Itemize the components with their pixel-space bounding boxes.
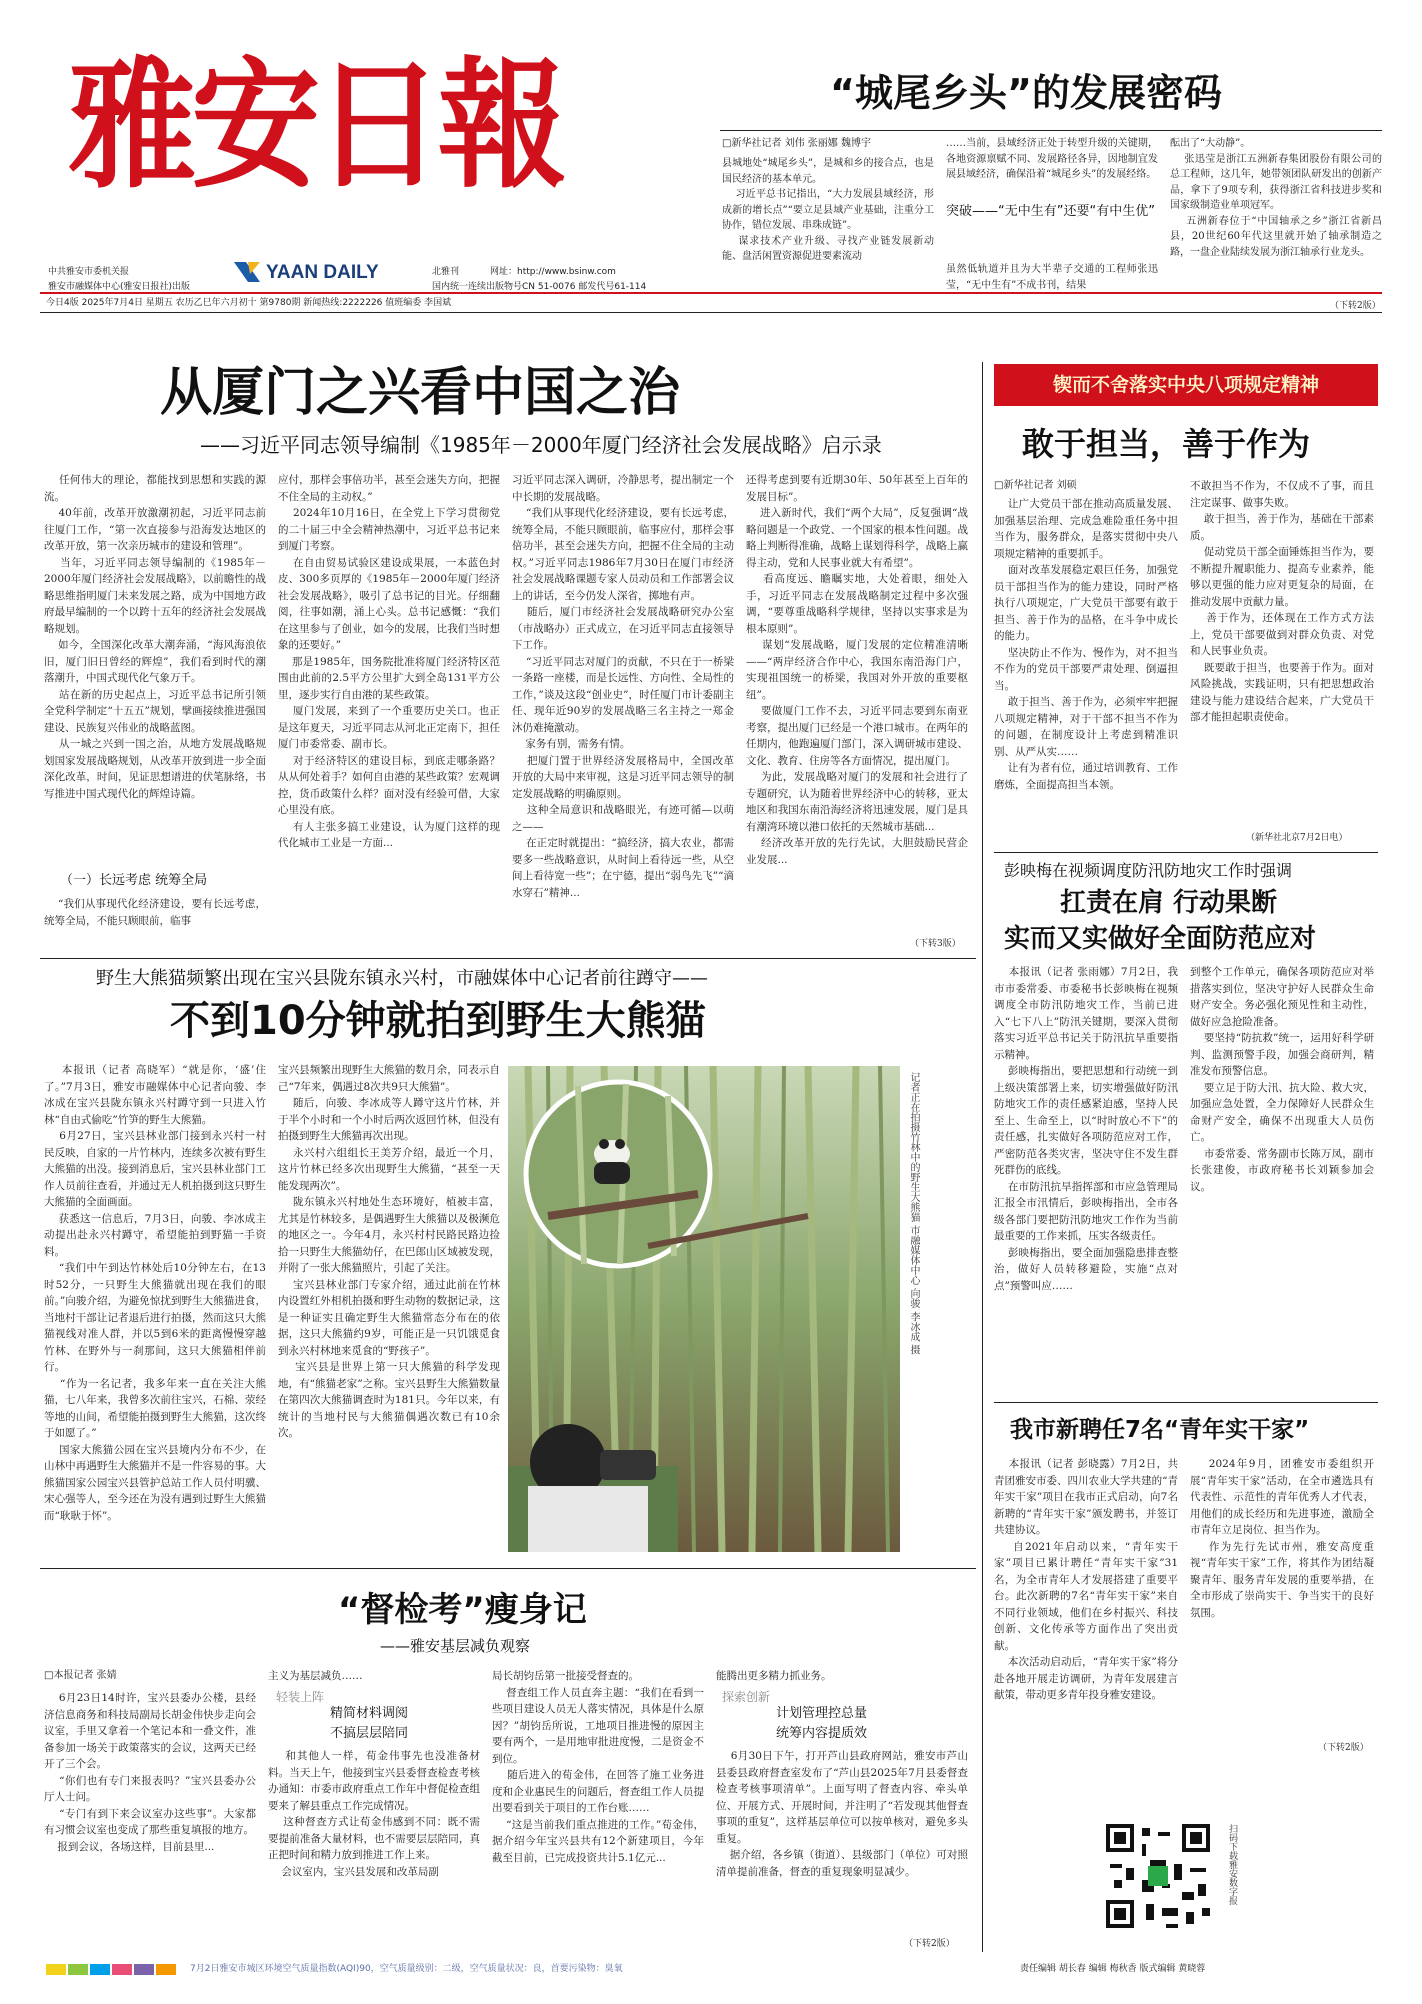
website: 网址：http://www.bsinw.com	[490, 267, 616, 277]
supervision-byline: □本报记者 张婧	[44, 1670, 117, 1681]
top-story-col3: 酝出了“大动静”。 张迅莹是浙江五洲新春集团股份有限公司的总工程师，这几年，她带领团队研发出的创新产品，拿下了9项专利，获得浙江省科技进步奖和国家级制造业单项冠军。 五洲新春位于“中国轴承之乡”浙江省新昌县，20世纪60年代这里就开始了轴承制造之路，一盘企业陆续发展为浙江轴承行业龙头。	[1170, 138, 1382, 258]
footer-bar-1	[46, 1964, 66, 1975]
bamboo-forest-photo-icon	[508, 1066, 900, 1552]
footer-editors: 责任编辑 胡长春 编辑 梅秋香 版式编辑 黄晓蓉	[1020, 1964, 1206, 1974]
top-story-subhead: 突破——“无中生有”还要“有中生优”	[946, 204, 1155, 219]
top-story-col2b: 虽然低轨道并且为大半辈子交通的工程师张迅莹，“无中生有”不成书刊，结果	[946, 264, 1158, 291]
date-rule-top	[40, 292, 1382, 294]
panda-photo	[508, 1066, 900, 1552]
top-story-col1: 县城地处“城尾乡头”，是城和乡的接合点，也是国民经济的基本单元。 习近平总书记指出，“大力发展县域经济，形成新的增长点”“要立足县域产业基础，注重分工协作，错位发展、串珠成链”。 谋求技术产业升级、寻找产业链发展新动能、盘活闲置资源促进要素流动	[722, 158, 934, 262]
story2-rule	[994, 852, 1378, 853]
story1-title: 敢于担当，善于作为	[1022, 425, 1311, 463]
yaan-logo-icon	[232, 260, 262, 284]
lead-story-subtitle: ——习近平同志领导编制《1985年－2000年厦门经济社会发展战略》启示录	[200, 433, 882, 457]
date-rule-bottom	[40, 312, 1382, 313]
story1-source: （新华社北京7月2日电）	[1246, 833, 1348, 843]
top-story-title: “城尾乡头”的发展密码	[830, 71, 1222, 115]
supervision-title: “督检考”瘦身记	[338, 1590, 587, 1630]
panda-col2: 宝兴县频繁出现野生大熊猫的数月余，同表示自己“7年来，偶遇过8次共9只大熊猫”。 随后，向骏、李冰成等人蹲守这片竹林，并于半个小时和一个小时后两次返回竹林，但没有拍摄到野生大熊猫再次出现。 永兴村六组组长王美芳介绍，最近一个月，这片竹林已经多次出现野生大熊猫，“甚至一天能发现两次”。 陇东镇永兴村地处生态环境好，植被丰富，尤其是竹林较多，是偶遇野生大熊猫以及极濒危的地区之一。今年4月，永兴村村民路民路边捡拾一只野生大熊猫幼仔，在巴郎山区域被发现，并附了一张大熊猫照片，引起了关注。 宝兴县林业部门专家介绍，通过此前在竹林内设置红外相机拍摄和野生动物的数据记录，这是一种证实且确定野生大熊猫常态分布在的依据，这只大熊猫约9岁，可能正是一只饥饿觅食到永兴村林地来觅食的“野孩子”。 宝兴县是世界上第一只大熊猫的科学发现地，有“熊猫老家”之称。宝兴县野生大熊猫数量在第四次大熊猫调查时为181只。今年以来，有统计的当地村民与大熊猫偶遇次数已有10余次。	[278, 1064, 500, 1439]
story2-col2: 到整个工作单元，确保各项防范应对举措落实到位，坚决守护好人民群众生命财产安全。务必强化预见性和主动性，做好应急抢险准备。 要坚持“防抗救”统一，运用好科学研判、监测预警手段，加强会商研判，精准发布预警信息。 要立足于防大汛、抗大险、救大灾，加强应急处置，全力保障好人民群众生命财产安全，确保不出现重大人员伤亡。 市委常委、常务副市长陈万凤，副市长张建俊，市政府秘书长刘颖参加会议。	[1190, 966, 1374, 1193]
qr-label: 扫码下载雅安数字报	[1227, 1824, 1237, 1905]
panda-intro: 野生大熊猫频繁出现在宝兴县陇东镇永兴村，市融媒体中心记者前往蹲守——	[96, 968, 708, 989]
story2-col1: 本报讯（记者 张雨娜）7月2日，我市市委常委、市委秘书长彭映梅在视频调度全市防汛防地灾工作，当前已进入“七下八上”防汛关键期，要深入贯彻落实习近平总书记关于防汛抗旱重要指示精神。 彭映梅指出，要把思想和行动统一到上级决策部署上来，切实增强做好防汛防地灾工作的责任感紧迫感，坚持人民至上、生命至上，以“时时放心不下”的责任感，扎实做好各项防范应对工作，严密防范各类灾害，坚决守住不发生群死群伤的底线。 在市防汛抗旱指挥部和市应急管理局汇报全市汛情后，彭映梅指出，全市各级各部门要把防汛防地灾工作作为当前最重要的工作来抓，压实各级责任。 彭映梅指出，要全面加强隐患排查整治，做好人员转移避险，实施“点对点”预警叫应……	[994, 966, 1178, 1292]
footer-weather: 7月2日雅安市城区环境空气质量指数(AQI)90，空气质量级别：二级，空气质量状况：良，首要污染物：臭氧	[190, 1964, 623, 1974]
masthead-title: 雅安日報	[68, 44, 562, 208]
top-story-rule	[720, 130, 1382, 131]
supervision-col3: 局长胡钧岳第一批接受督查的。 督查组工作人员直奔主题：“我们在看到一些项目建设人员无人落实情况，具体是什么原因？”胡钧岳所说，工地项目推进慢的原因主要有两个，一是用地审批进度慢，二是资金不到位。 随后进入的荀金伟，在回答了施工业务进度和企业惠民生的问题后，督查组工作人员提出要看到关于项目的工作台账…… “这是当前我们重点推进的工作。”荀金伟，据介绍今年宝兴县共有12个新建项目，今年截至目前，已完成投资共计5.1亿元...	[492, 1670, 704, 1864]
panda-caption: 记者正在拍摄竹林中的野生大熊猫 市融媒体中心 向骏 李冰成 摄	[908, 1072, 919, 1355]
top-story-byline: □新华社记者 刘伟 张丽娜 魏博宇	[722, 138, 871, 149]
publisher-line1: 中共雅安市委机关报	[48, 267, 130, 277]
qr-code-icon	[1102, 1820, 1214, 1932]
story3-col2: 2024年9月，团雅安市委组织开展“青年实干家”活动，在全市遴选具有代表性、示范性的青年优秀人才代表，用他们的成长经历和先进事迹，激励全市青年立足岗位、担当作为。 作为先行先试市州，雅安高度重视“青年实干家”工作，将其作为团结凝聚青年、服务青年发展的重要举措，在全市形成了崇尚实干、争当实干的良好氛围。	[1190, 1458, 1374, 1619]
brand-logo	[232, 260, 420, 286]
story3-rule	[994, 1402, 1378, 1403]
story3-title: 我市新聘任7名“青年实干家”	[1010, 1417, 1310, 1443]
panda-rule	[40, 958, 976, 959]
story1-col2: 不敢担当不作为，不仅成不了事，而且注定谋事、做事失败。 敢于担当，善于作为，基础在干部素质。 促动党员干部全面锤炼担当作为，要不断提升履职能力、提高专业素养，能够以更强的能力应对更复杂的局面，在推动发展中贡献力量。 善于作为，还体现在工作方式方法上，党员干部要做到对群众负责、对党和人民事业负责。 既要敢于担当，也要善于作为。面对风险挑战，实践证明，只有把思想政治建设与能力建设结合起来，广大党员干部才能担起职责使命。	[1190, 480, 1374, 723]
story2-intro: 彭映梅在视频调度防汛防地灾工作时强调	[1004, 861, 1293, 880]
brand-name: YAAN DAILY	[266, 262, 379, 283]
supervision-sub1-label: 轻装上阵	[276, 1690, 325, 1704]
supervision-sub2-label: 探索创新	[722, 1690, 771, 1704]
date-line: 今日4版 2025年7月4日 星期五 农历乙巳年六月初十 第9780期 新闻热线:2222226 值班编委 李国斌	[46, 298, 452, 308]
top-story-col2: ……当前，县域经济正处于转型升级的关键期，各地资源禀赋不同、发展路径各异，因地制宜发展县域经济，确保沿着“城尾乡头”的发展经络。	[946, 138, 1158, 180]
story3-col1: 本报讯（记者 彭晓露）7月2日，共青团雅安市委、四川农业大学共建的“青年实干家”项目在我市正式启动，向7名新聘的“青年实干家”颁发聘书，并签订共建协议。 自2021年启动以来，“青年实干家”项目已累计聘任“青年实干家”31名，为全市青年人才发展搭建了重要平台。此次新聘的7名“青年实干家”来自不同行业领域，他们在乡村振兴、科技创新、文化传承等方面作出了突出贡献。 本次活动启动后，“青年实干家”将分赴各地开展走访调研，为青年发展建言献策，带动更多青年投身雅安建设。	[994, 1458, 1178, 1701]
lead-section-heading: （一）长远考虑 统筹全局	[60, 873, 208, 888]
footer-bar-4	[112, 1964, 132, 1975]
cn-number: 国内统一连续出版物号CN 51-0076 邮发代号61-114	[432, 282, 647, 292]
lead-col2: 应付，那样会事倍功半，甚至会迷失方向，把握不住全局的主动权。” 2024年10月16日，在全党上下学习贯彻党的二十届三中全会精神热潮中，习近平总书记来到厦门考察。 在自由贸易试验区建设成果展，一本蓝色封皮、300多页厚的《1985年－2000年厦门经济社会发展战略》，吸引了总书记的目光。仔细翻阅，往事如潮，涌上心头。总书记感慨：“我们在这里参与了创业，如今的发展，比我们当时想象的还要好。” 那是1985年，国务院批准将厦门经济特区范围由此前的2.5平方公里扩大到全岛131平方公里，逐步实行自由港的某些政策。 厦门发展，来到了一个重要历史关口。也正是这年夏天，习近平同志从河北正定南下，担任厦门市委常委、副市长。 对于经济特区的建设目标，到底走哪条路？从从何处着手？如何自由港的某些政策？宏观调控，货币政策什么样？面对没有经验可借，大家心里没有底。 有人主张多搞工业建设，认为厦门这样的现代化城市工业是一方面...	[278, 474, 500, 849]
edition-no: 北雅刊	[432, 267, 460, 277]
story2-title1: 扛责在肩 行动果断	[1060, 888, 1278, 918]
lead-cont: （下转3版）	[910, 939, 961, 949]
footer-bar-3	[90, 1964, 110, 1975]
supervision-col1: 6月23日14时许，宝兴县委办公楼，县经济信息商务和科技局副局长胡金伟快步走向会议室，手里又拿着一个笔记本和一叠文件，准备参加一场关于政策落实的会议，这两天已经开了三个会。 “你们也有专门来报表吗？”宝兴县委办公厅人士问。 “专门有到下来会议室办这些事”。大家都有习惯会议室也变成了那些重复填报的地方。 报到会议，各场这样，目前县里...	[44, 1692, 256, 1853]
panda-title: 不到10分钟就拍到野生大熊猫	[170, 998, 706, 1044]
supervision-col4: 能腾出更多精力抓业务。	[716, 1670, 832, 1682]
masthead	[40, 30, 1382, 330]
supervision-sub2-title: 计划管理控总量 统筹内容提质效	[776, 1706, 868, 1741]
right-column-divider	[982, 362, 983, 1952]
story1-col1: 让广大党员干部在推动高质量发展、加强基层治理、完成急难险重任务中担当作为，服务群众，是落实贯彻中央八项规定精神的重要抓手。 面对改革发展稳定艰巨任务，加强党员干部担当作为的能力建设，同时严格执行八项规定，广大党员干部要有敢于担当、善于作为的品格，在斗争中成长的能力。 坚决防止不作为、慢作为，对不担当不作为的党员干部要严肃处理、倒逼担当。 敢于担当、善于作为，必须牢牢把握八项规定精神，对于干部不担当不作为的问题，在制度设计上考虑到精准识别、从严从实…… 让有为者有位，通过培训教育、工作磨炼，全面提高担当本领。	[994, 498, 1178, 791]
supervision-col4b: 6月30日下午，打开芦山县政府网站，雅安市芦山县委县政府督查室发布了“芦山县2025年7月县委督查检查考核事项清单”。上面写明了督查内容、牵头单位、开展方式、开展时间，并注明了“若发现其他督查事项的重复”，这样基层单位可以按单核对，避免多头重复。 据介绍，各乡镇（街道）、县级部门（单位）可对照清单提前准备，督查的重复现象明显减少。	[716, 1750, 968, 1878]
lead-col3: 习近平同志深入调研，冷静思考，提出制定一个中长期的发展战略。 “我们从事现代化经济建设，要有长远考虑，统筹全局，不能只顾眼前，临事应付，那样会事倍功半，甚至会迷失方向，把握不住全局的主动权。”习近平同志1986年7月30日在厦门市经济社会发展战略课题专家人员动员和工作部署会议上的讲话，至今仍发人深省，掷地有声。 随后，厦门市经济社会发展战略研究办公室（市战略办）正式成立，在习近平同志直接领导下工作。 “习近平同志对厦门的贡献，不只在于一桥梁一条路一座楼，而是长远性、方向性、全局性的工作，”谈及这段“创业史”，时任厦门市计委副主任、现年近90岁的发展战略三名主持之一郑金沐仍难掩激动。 家务有别，需务有情。 把厦门置于世界经济发展格局中，全国改革开放的大局中来审视，这是习近平同志领导的制定发展战略的明确原则。 这种全局意识和战略眼光，有迹可循—以萌之—— 在正定时就提出：“搞经济，搞大农业，都需要多一些战略意识，从时间上看待远一些，从空间上看待宽一些”；在宁德，提出“弱鸟先飞”“滴水穿石”精神...	[512, 474, 734, 899]
story2-title2: 实而又实做好全面防范应对	[1004, 924, 1317, 954]
publisher-line2: 雅安市融媒体中心(雅安日报社)出版	[48, 282, 191, 292]
lead-col1b: “我们从事现代化经济建设，要有长远考虑，统筹全局，不能只顾眼前，临事	[44, 898, 266, 927]
footer-color-bars	[46, 1964, 186, 1975]
footer-bar-6	[156, 1964, 176, 1975]
story1-byline: □新华社记者 刘硕	[994, 480, 1077, 491]
banner-box	[994, 364, 1378, 406]
lead-story-title: 从厦门之兴看中国之治	[160, 363, 681, 423]
banner-text: 锲而不舍落实中央八项规定精神	[1052, 374, 1319, 396]
supervision-col2b: 和其他人一样，荀金伟事先也没准备材料。当天上午，他接到宝兴县委督查检查考核办通知：市委市政府重点工作年中督促检查组要来了解县重点工作完成情况。 这种督查方式让荀金伟感到不同：既不需要提前准备大量材料，也不需要层层陪同，真正把时间和精力放到推进工作上来。 会议室内，宝兴县发展和改革局副	[268, 1750, 480, 1878]
panda-col1: 本报讯（记者 高晓军）“就是你，‘盛’住了。”7月3日，雅安市融媒体中心记者向骏、李冰成在宝兴县陇东镇永兴村蹲守到一只进入竹林“自由式偷吃”竹笋的野生大熊猫。 6月27日，宝兴县林业部门接到永兴村一村民反映，自家的一片竹林内，连续多次被有野生大熊猫的出没。接到消息后，宝兴县林业部门工作人员前往查看，并通过无人机拍摄到这只野生大熊猫的全面画面。 获悉这一信息后，7月3日，向骏、李冰成主动提出赴永兴村蹲守，希望能拍到野猫一手资料。 “我们中午到达竹林处后10分钟左右，在13时52分，一只野生大熊猫就出现在我们的眼前。”向骏介绍，为避免惊扰到野生大熊猫进食，当地村干部让记者退后进行拍摄，然而这只大熊猫视线对准人群，并以5到6米的距离慢慢穿越竹林、在野外与一刹那间，这只大熊猫相伴前行。 “作为一名记者，我多年来一直在关注大熊猫，七八年来，我曾多次前往宝兴，石棉、荥经等地的山间，希望能拍摄到野生大熊猫，这次终于如愿了。” 国家大熊猫公园在宝兴县境内分布不少，在山林中再遇野生大熊猫并不是一件容易的事。大熊猫国家公园宝兴县管护总站工作人员付明骥、宋心强等人，至今还在为没有遇到过野生大熊猫而“耿耿于怀”。	[44, 1064, 266, 1522]
supervision-col2: 主义为基层减负……	[268, 1670, 363, 1682]
supervision-cont: （下转2版）	[904, 1939, 955, 1949]
supervision-rule	[40, 1568, 976, 1569]
supervision-subtitle: ——雅安基层减负观察	[380, 1637, 531, 1655]
footer-bar-5	[134, 1964, 154, 1975]
supervision-sub1-title: 精简材料调阅 不搞层层陪同	[330, 1706, 409, 1741]
lead-col4: 还得考虑到要有近期30年、50年甚至上百年的发展目标”。 进入新时代，我们“两个大局”，反复强调“战略问题是一个政党、一个国家的根本性问题。战略上判断得准确，战略上谋划得科学，战略上赢得主动，党和人民事业就大有希望”。 看高度远、瞻瞩实地，大处着眼，细处入手，习近平同志在发展战略制定过程中多次强调，“要尊重战略科学规律，坚持以实事求是为根本原则”。 谋划“发展战略，厦门发展的定位精准清晰——“两岸经济合作中心，我国东南沿海门户，实现祖国统一的桥梁，我国对外开放的重要枢纽”。 要做厦门工作不去，习近平同志要到东南亚考察，提出厦门已经是一个港口城市。在两年的任期内，他跑遍厦门部门，深入调研城市建设、文化、教育、住房等各方面情况，提出厦门。 为此，发展战略对厦门的发展和社会进行了专题研究，认为随着世界经济中心的转移，亚太地区和我国东南沿海经济将迅速发展，厦门是具有潮湾环境以港口依托的天然城市基础... 经济改革开放的先行先试，大胆鼓励民营企业发展...	[746, 474, 968, 866]
footer-bar-2	[68, 1964, 88, 1975]
story3-cont: （下转2版）	[1318, 1743, 1369, 1753]
qr-code[interactable]	[1102, 1820, 1214, 1932]
top-story-cont: （下转2版）	[1330, 301, 1381, 311]
lead-col1: 任何伟大的理论，都能找到思想和实践的源流。 40年前，改革开放激潮初起，习近平同志前往厦门工作，“第一次直接参与沿海发达地区的改革开放，第一次亲历城市的建设和管理”。 当年，习近平同志领导编制的《1985年－2000年厦门经济社会发展战略》，以前瞻性的战略思维指明厦门未来发展之路，成为中国地方政府最早编制的一个以跨十五年的经济社会发展战略规划。 如今，全国深化改革大潮奔涌，“海风海浪依旧，厦门旧日曾经的辉煌”，我们看到时代的潮落潮升，中国式现代化气象万千。 站在新的历史起点上，习近平总书记所引领全党科学制定“十五五”规划，擘画接续推进强国建设、民族复兴伟业的战略蓝图。 从一城之兴到一国之治，从地方发展战略规划国家发展战略规划，从改革开放到进一步全面深化改革，时间，见证思想谱进的伏笔脉络，书写推进中国式现代化的辉煌诗篇。	[44, 474, 266, 800]
